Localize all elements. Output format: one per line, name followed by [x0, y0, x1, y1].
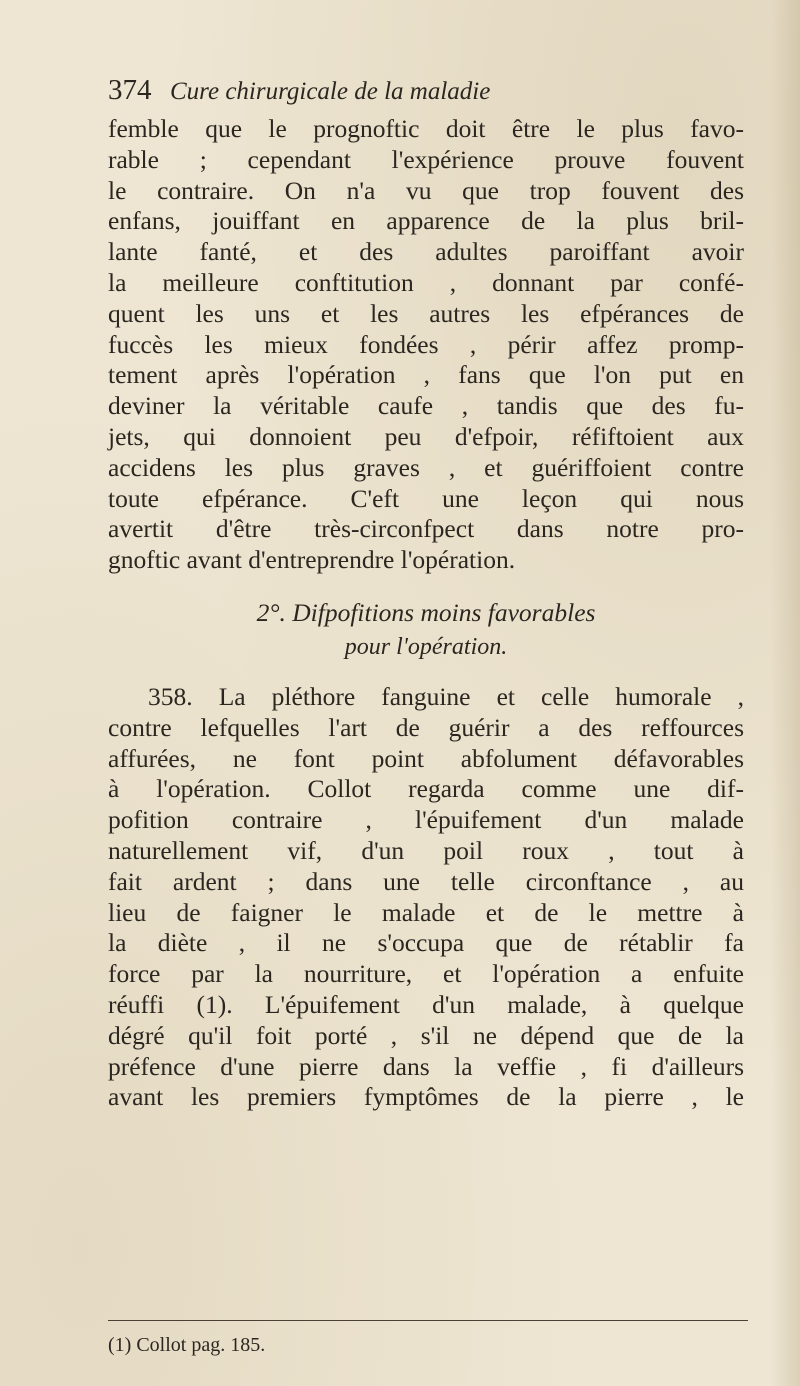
footnote-rule [108, 1320, 748, 1321]
text-line: lieu de faigner le malade et de le mettre à [108, 897, 744, 927]
section-heading: 2°. Difpofitions moins favorables [256, 597, 596, 627]
text-line: préfence d'une pierre dans la veffie , fi d'ailleurs [108, 1051, 744, 1081]
text-line: femble que le prognoftic doit être le plus favo- [108, 114, 744, 143]
text-line: rable ; cependant l'expérience prouve fouvent [108, 144, 744, 174]
body-text [108, 114, 744, 1113]
text-line: naturellement vif, d'un poil roux , tout à [108, 835, 744, 865]
text-line: quent les uns et les autres les efpérances de [108, 298, 744, 328]
text-line: deviner la véritable caufe , tandis que des fu- [108, 391, 744, 421]
text-line: pofition contraire , l'épuifement d'un malade [108, 805, 744, 835]
text-line: fait ardent ; dans une telle circonftance , au [108, 866, 744, 896]
text-line: contre lefquelles l'art de guérir a des reffources [108, 712, 744, 742]
text-line: avertit d'être très-circonfpect dans notre pro- [108, 514, 744, 544]
text-line: gnoftic avant d'entreprendre l'opération. [108, 545, 516, 575]
text-line: la diète , il ne s'occupa que de rétablir fa [108, 928, 744, 958]
page-edge-shadow [770, 0, 800, 1386]
text-line: fuccès les mieux fondées , périr affez promp- [108, 329, 744, 359]
text-line: à l'opération. Collot regarda comme une dif- [108, 774, 744, 804]
running-title: Cure chirurgicale de la maladie [170, 78, 491, 105]
page-header [108, 74, 748, 114]
section-heading-continued: pour l'opération. [344, 633, 508, 660]
text-line: le contraire. On n'a vu que trop fouvent des [108, 175, 744, 205]
page-number: 374 [108, 74, 152, 106]
text-line: réuffi (1). L'épuifement d'un malade, à quelque [108, 989, 744, 1019]
footnote: (1) Collot pag. 185. [108, 1334, 266, 1356]
text-line: la meilleure conftitution , donnant par confé- [108, 267, 744, 297]
text-line: force par la nourriture, et l'opération a enfuite [108, 959, 744, 989]
text-line: lante fanté, et des adultes paroiffant avoir [108, 237, 744, 267]
text-line: toute efpérance. C'eft une leçon qui nous [108, 483, 744, 513]
text-line: dégré qu'il foit porté , s'il ne dépend que de la [108, 1020, 744, 1050]
text-line: 358. La pléthore fanguine et celle humorale , [148, 681, 744, 711]
text-line: affurées, ne font point abfolument défavorables [108, 743, 744, 773]
text-line: jets, qui donnoient peu d'efpoir, réfiftoient aux [108, 421, 744, 451]
text-line: tement après l'opération , fans que l'on put en [108, 360, 744, 390]
text-line: accidens les plus graves , et guériffoient contre [108, 452, 744, 482]
text-line: avant les premiers fymptômes de la pierre , le [108, 1082, 744, 1112]
text-line: enfans, jouiffant en apparence de la plus bril- [108, 206, 744, 236]
